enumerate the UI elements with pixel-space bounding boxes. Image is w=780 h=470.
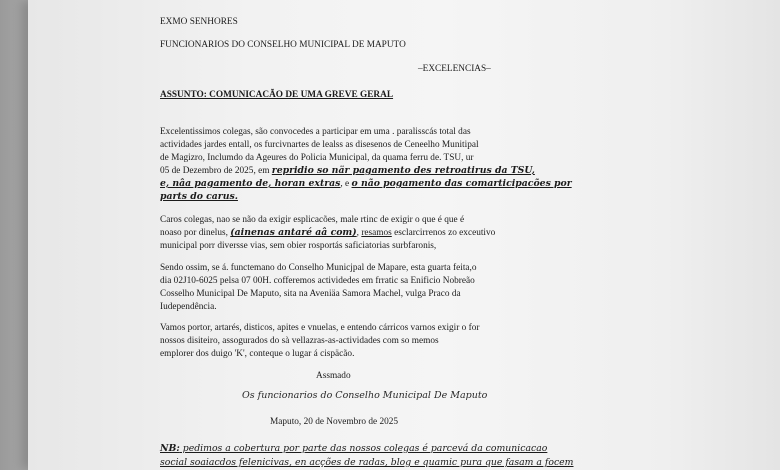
para2-line-2: [160, 227, 495, 239]
para3-line-2: dia 02J10-6025 pelsa 07 00H. cofferemos actividedes em frratic sa Enificio Nobreão: [160, 276, 475, 286]
para1-line-2: actividades jardes entall, os furcivnartes de lealss as disesenos de Ceneelho Munitipal: [160, 140, 479, 150]
para4-line-2: nossos disiteiro, assogurados do sà vellazras-as-actividades com so memos: [160, 336, 439, 346]
para2-line-1: Caros colegas, nao se não da exigir esplicacões, male rtinc de exigir o que é que é: [160, 215, 465, 225]
para3-line-4: Iudependência.: [160, 302, 217, 312]
para1-line-1: Excelentissimos colegas, são convocedes a participar em uma . paralisscás total das: [160, 127, 471, 137]
para1-line-5: [160, 178, 572, 190]
para1-handwritten-1: repridio so när pagamento des retroatirus da TSU,: [271, 165, 535, 176]
para1-handwritten-2: e, nâa pagamento de, horan extras: [160, 178, 341, 189]
para1-line-4-text: 05 de Dezembro de 2025, em: [160, 166, 272, 176]
para2-line-2-text-b: ,: [356, 228, 362, 238]
para4-line-3: emplorer dos duigo 'K', conteque o lugar á cispäcão.: [160, 349, 355, 359]
para2-line-2-text-a: noaso por dinelus,: [160, 228, 231, 238]
para3-line-1: Sendo ossim, se á. functemano do Conselho Municjpal de Mapare, esta guarta feita,o: [160, 263, 477, 273]
nb-line-1: [160, 443, 547, 455]
place-date: Maputo, 20 de Novembro de 2025: [270, 417, 399, 427]
para4-line-1: Vamos portor, artarés, disticos, apites e vnuelas, e entendo cárricos varnos exigir o for: [160, 323, 480, 333]
para3-line-3: Cosselho Municipal De Maputo, sita na Aveniäa Samora Machel, vulga Praco da: [160, 289, 461, 299]
handwritten-signature: Os funcionarios do Conselho Municipal De Maputo: [242, 390, 488, 401]
closing-assmado: Assmado: [316, 371, 351, 381]
subject-heading: ASSUNTO: COMUNICACÃO DE UMA GREVE GERAL: [160, 90, 394, 100]
para1-line-3: de Magizro, Inclumdo da Ageures do Policia Municipal, da quama ferru de. TSU, ur: [160, 153, 474, 163]
recipient-line-2: FUNCIONARIOS DO CONSELHO MUNICIPAL DE MAPUTO: [160, 40, 406, 50]
para2-line-3: municipal porr diversse vias, sem obier rosportás saficiatorias surbfaronis,: [160, 241, 437, 251]
recipient-line-1: EXMO SENHORES: [160, 17, 238, 27]
para1-line-6: parts do carus.: [160, 191, 238, 202]
nb-label: NB:: [160, 443, 180, 454]
salutation: –EXCELENCIAS–: [418, 64, 491, 74]
para2-handwritten-1: (ainenas antaré aâ com): [230, 227, 357, 238]
nb-line-2: social soaiacdos felenicivas, en acções de radas, blog e quamic pura que fasam a focem: [160, 457, 574, 468]
para1-line-4: [160, 165, 535, 177]
para1-line-5-text: , e: [340, 179, 352, 189]
para1-handwritten-3: o não pogamento das comarticipacões por: [351, 178, 572, 189]
nb-text-1: pedimos a cobertura por parte das nossos colegas é parcevá da comunicacao: [179, 443, 548, 454]
para2-line-2-text-c: esclarcirrenos zo exceutivo: [391, 228, 496, 238]
para2-underlined-word: resamos: [361, 228, 392, 238]
